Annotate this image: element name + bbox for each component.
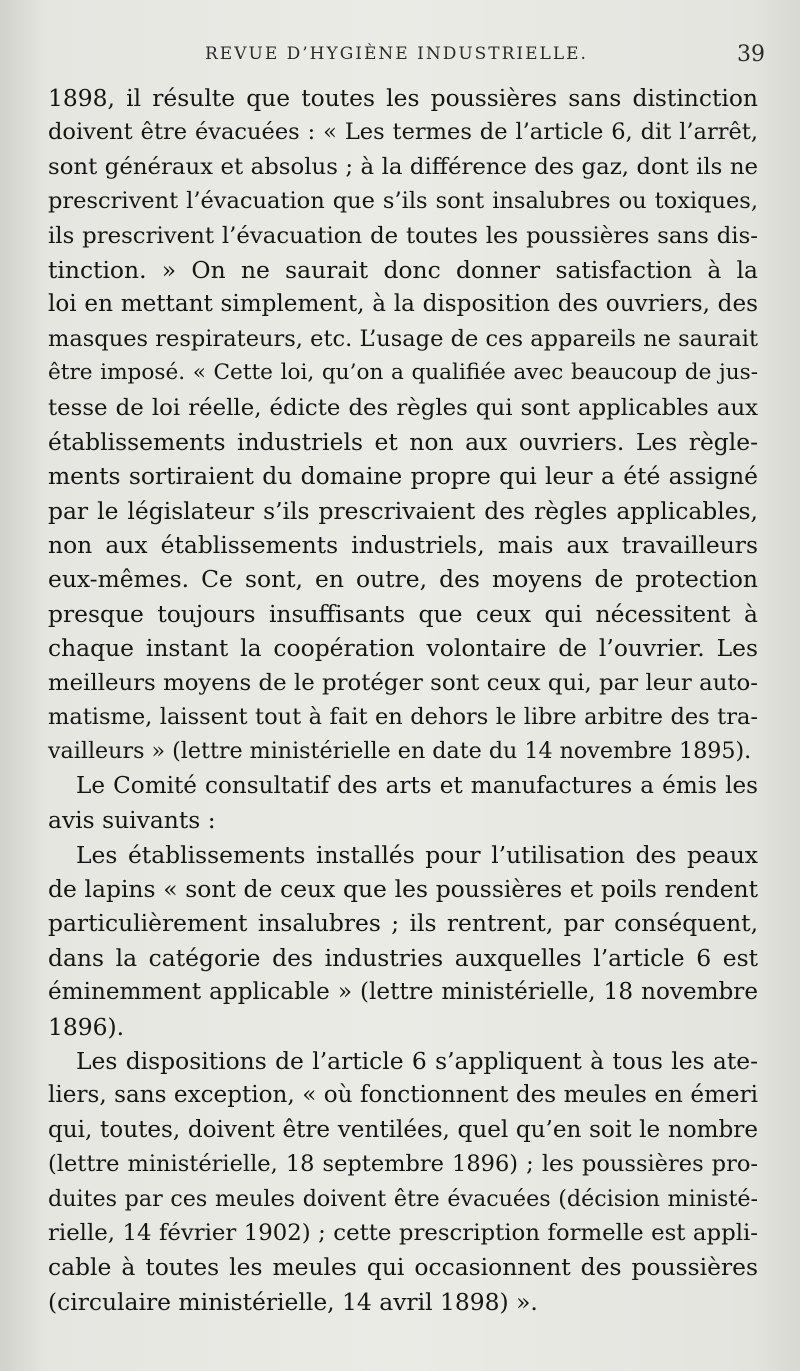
text-line: duites par ces meules doivent être évacuées (décision ministé- (48, 1185, 758, 1212)
text-line: rielle, 14 février 1902) ; cette prescription formelle est appli- (48, 1219, 758, 1246)
text-line: dans la catégorie des industries auxquelles l’article 6 est (48, 943, 758, 972)
text-line: ils prescrivent l’évacuation de toutes les poussières sans dis- (48, 222, 758, 249)
text-line: particulièrement insalubres ; ils rentrent, par conséquent, (48, 909, 758, 938)
text-line: (circulaire ministérielle, 14 avril 1898) ». (48, 1287, 538, 1316)
running-title: REVUE D’HYGIÈNE INDUSTRIELLE. (205, 44, 588, 64)
text-line: prescrivent l’évacuation que s’ils sont insalubres ou toxiques, (48, 188, 758, 215)
text-line: tesse de loi réelle, édicte des règles qui sont applicables aux (48, 394, 758, 421)
text-line: par le législateur s’ils prescrivaient des règles applicables, (48, 496, 758, 525)
text-line: eux-mêmes. Ce sont, en outre, des moyens de protection (48, 565, 758, 594)
text-line: être imposé. « Cette loi, qu’on a qualifiée avec beaucoup de jus- (48, 360, 758, 386)
text-line: tinction. » On ne saurait donc donner satisfaction à la (48, 255, 758, 284)
text-line: cable à toutes les meules qui occasionnent des poussières (48, 1253, 758, 1282)
text-line: presque toujours insuffisants que ceux qui nécessitent à (48, 599, 758, 628)
text-line: ments sortiraient du domaine propre qui leur a été assigné (48, 462, 758, 491)
text-line: meilleurs moyens de le protéger sont ceux qui, par leur auto- (48, 669, 758, 696)
text-line: de lapins « sont de ceux que les poussières et poils rendent (48, 874, 758, 903)
text-line: 1898, il résulte que toutes les poussières sans distinction (48, 84, 758, 112)
text-line: éminemment applicable » (lettre ministérielle, 18 novembre (48, 979, 758, 1006)
text-line: établissements industriels et non aux ouvriers. Les règle- (48, 427, 758, 456)
text-line: Le Comité consultatif des arts et manufactures a émis les (76, 772, 758, 799)
text-line: vailleurs » (lettre ministérielle en date du 14 novembre 1895). (48, 738, 752, 765)
text-line: (lettre ministérielle, 18 septembre 1896) ; les poussières pro- (48, 1151, 758, 1178)
text-line: liers, sans exception, « où fonctionnent des meules en émeri (48, 1082, 758, 1109)
text-line: chaque instant la coopération volontaire de l’ouvrier. Les (48, 634, 758, 663)
text-line: 1896). (48, 1012, 125, 1041)
body-text (48, 81, 758, 1319)
text-line: qui, toutes, doivent être ventilées, quel qu’en soit le nombre (48, 1116, 758, 1143)
text-line: Les dispositions de l’article 6 s’appliquent à tous les ate- (76, 1046, 758, 1075)
page-header (205, 42, 765, 72)
text-line: avis suivants : (48, 806, 216, 835)
text-line: masques respirateurs, etc. L’usage de ces appareils ne saurait (48, 325, 758, 352)
text-line: doivent être évacuées : « Les termes de l’article 6, dit l’arrêt, (48, 119, 758, 146)
text-line: sont généraux et absolus ; à la différence des gaz, dont ils ne (48, 153, 758, 180)
text-line: matisme, laissent tout à fait en dehors le libre arbitre des tra- (48, 704, 758, 731)
text-line: non aux établissements industriels, mais aux travailleurs (48, 531, 758, 560)
page-number: 39 (737, 42, 765, 67)
text-line: Les établissements installés pour l’utilisation des peaux (76, 840, 758, 869)
text-line: loi en mettant simplement, à la disposition des ouvriers, des (48, 291, 758, 318)
